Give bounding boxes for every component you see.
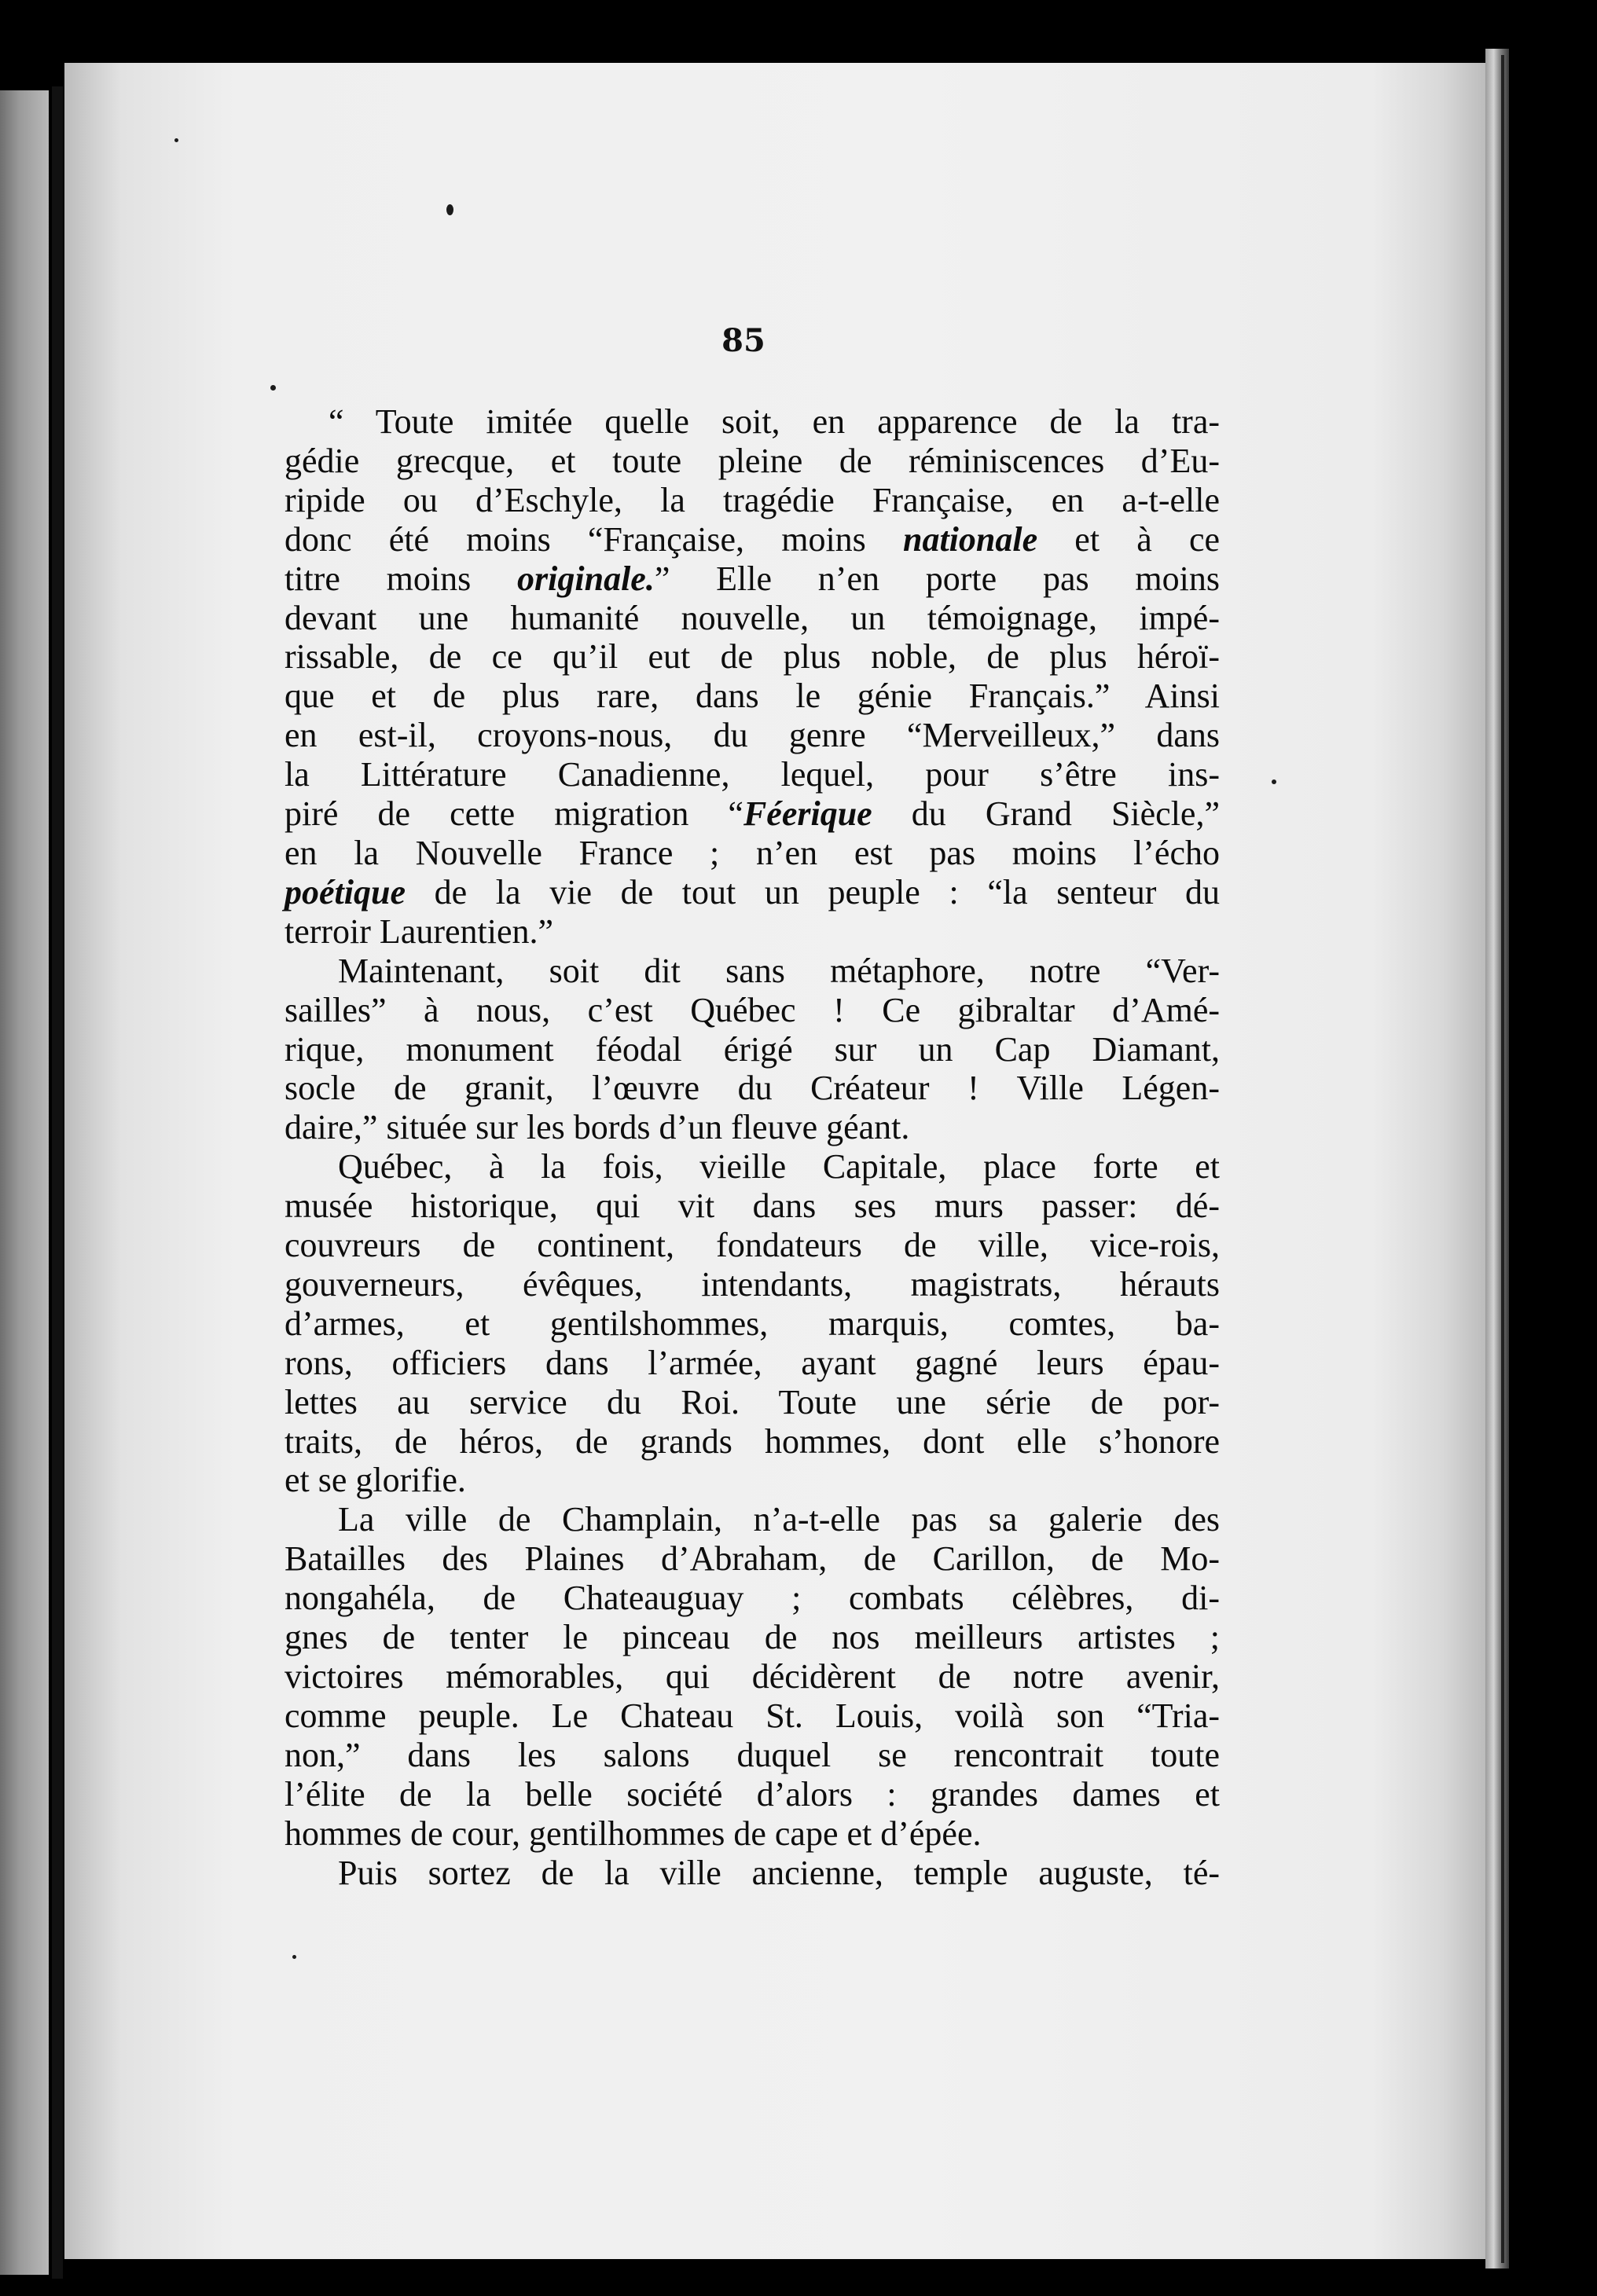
text-run: musée historique, qui vit dans ses murs passer: dé- bbox=[285, 1187, 1220, 1226]
text-line bbox=[285, 834, 1220, 873]
text-line bbox=[285, 1696, 1220, 1736]
text-line bbox=[285, 442, 1220, 481]
text-run: Maintenant, soit dit sans métaphore, notre “Ver- bbox=[338, 951, 1220, 990]
text-run: traits, de héros, de grands hommes, dont elle s’honore bbox=[285, 1421, 1220, 1461]
text-line bbox=[285, 1854, 1220, 1893]
text-line bbox=[285, 1108, 1220, 1147]
text-line bbox=[285, 677, 1220, 716]
text-run: rons, officiers dans l’armée, ayant gagné leurs épau- bbox=[285, 1343, 1220, 1382]
italic-emphasis: Féerique bbox=[743, 794, 872, 834]
text-line bbox=[285, 1069, 1220, 1108]
text-line bbox=[285, 520, 1220, 559]
text-run: Québec, à la fois, vieille Capitale, place forte et bbox=[338, 1147, 1220, 1187]
text-run: que et de plus rare, dans le génie Français.” Ainsi bbox=[285, 677, 1220, 716]
text-run: gédie grecque, et toute pleine de réminiscences d’Eu- bbox=[285, 441, 1220, 480]
text-line bbox=[285, 1736, 1220, 1775]
text-run: victoires mémorables, qui décidèrent de notre avenir, bbox=[285, 1657, 1220, 1696]
text-run: ” Elle n’en porte pas moins bbox=[654, 559, 1220, 598]
ink-speck bbox=[446, 204, 453, 215]
text-run: Batailles des Plaines d’Abraham, de Carillon, de Mo- bbox=[285, 1539, 1220, 1579]
text-run: ripide ou d’Eschyle, la tragédie Française, en a-t-elle bbox=[285, 480, 1220, 519]
page-stack-line bbox=[1501, 55, 1504, 2263]
text-line bbox=[285, 599, 1220, 638]
text-run: lettes au service du Roi. Toute une série de por- bbox=[285, 1382, 1220, 1421]
text-line bbox=[285, 1422, 1220, 1462]
text-run: la Littérature Canadienne, lequel, pour s’être ins- bbox=[285, 755, 1220, 794]
text-run: sailles” à nous, c’est Québec ! Ce gibraltar d’Amé- bbox=[285, 990, 1220, 1029]
text-line bbox=[285, 1030, 1220, 1069]
text-line bbox=[285, 873, 1220, 912]
text-line bbox=[285, 716, 1220, 755]
text-line bbox=[285, 481, 1220, 520]
text-line bbox=[285, 755, 1220, 794]
text-line bbox=[285, 1657, 1220, 1696]
text-run: La ville de Champlain, n’a-t-elle pas sa galerie des bbox=[338, 1500, 1220, 1539]
ink-speck bbox=[174, 138, 178, 142]
text-line bbox=[285, 402, 1220, 442]
text-line bbox=[285, 1775, 1220, 1814]
text-run: comme peuple. Le Chateau St. Louis, voilà son “Tria- bbox=[285, 1696, 1220, 1735]
text-run: rissable, de ce qu’il eut de plus noble, de plus héroï- bbox=[285, 637, 1220, 677]
text-run: gnes de tenter le pinceau de nos meilleurs artistes ; bbox=[285, 1618, 1220, 1657]
text-run: piré de cette migration “ bbox=[285, 794, 743, 834]
text-line bbox=[285, 559, 1220, 599]
text-line bbox=[285, 794, 1220, 834]
text-run: rique, monument féodal érigé sur un Cap Diamant, bbox=[285, 1029, 1220, 1069]
text-line bbox=[285, 1461, 1220, 1500]
text-line bbox=[285, 1304, 1220, 1344]
text-line bbox=[285, 1618, 1220, 1657]
page-number: 85 bbox=[721, 322, 765, 359]
text-line bbox=[285, 1579, 1220, 1618]
text-run: titre moins bbox=[285, 559, 518, 598]
text-line bbox=[285, 1539, 1220, 1579]
ink-speck bbox=[1272, 779, 1276, 784]
text-line bbox=[285, 1226, 1220, 1265]
facing-page-edge bbox=[0, 90, 49, 2275]
text-run: et se glorifie. bbox=[285, 1461, 466, 1500]
text-run: devant une humanité nouvelle, un témoignage, impé- bbox=[285, 598, 1220, 637]
text-run: Puis sortez de la ville ancienne, temple auguste, té- bbox=[338, 1853, 1220, 1892]
book-gutter bbox=[52, 86, 63, 2279]
text-line bbox=[285, 1383, 1220, 1422]
text-line bbox=[285, 1500, 1220, 1539]
text-run: non,” dans les salons duquel se rencontrait toute bbox=[285, 1735, 1220, 1774]
ink-speck bbox=[270, 385, 276, 391]
italic-emphasis: poétique bbox=[285, 872, 406, 911]
text-run: socle de granit, l’œuvre du Créateur ! Ville Légen- bbox=[285, 1069, 1220, 1108]
text-line bbox=[285, 991, 1220, 1030]
text-line bbox=[285, 1814, 1220, 1854]
page-stack-edge bbox=[1485, 49, 1509, 2268]
text-run: d’armes, et gentilshommes, marquis, comtes, ba- bbox=[285, 1304, 1220, 1343]
text-run: et à ce bbox=[1037, 519, 1220, 559]
text-line bbox=[285, 1187, 1220, 1226]
text-run: en est-il, croyons-nous, du genre “Merveilleux,” dans bbox=[285, 716, 1220, 755]
text-run: de la vie de tout un peuple : “la senteur du bbox=[405, 872, 1220, 911]
text-run: l’élite de la belle société d’alors : grandes dames et bbox=[285, 1774, 1220, 1814]
text-run: nongahéla, de Chateauguay ; combats célèbres, di- bbox=[285, 1579, 1220, 1618]
text-run: du Grand Siècle,” bbox=[872, 794, 1220, 834]
text-run: en la Nouvelle France ; n’en est pas moins l’écho bbox=[285, 833, 1220, 872]
italic-emphasis: nationale bbox=[902, 519, 1038, 559]
text-run: donc été moins “Française, moins bbox=[285, 519, 903, 559]
body-text bbox=[285, 402, 1220, 1892]
ink-speck bbox=[292, 1955, 296, 1959]
text-line bbox=[285, 1265, 1220, 1304]
text-run: “ Toute imitée quelle soit, en apparence de la tra- bbox=[329, 402, 1220, 441]
text-line bbox=[285, 1147, 1220, 1187]
text-line bbox=[285, 952, 1220, 991]
text-line bbox=[285, 1344, 1220, 1383]
text-line bbox=[285, 637, 1220, 677]
italic-emphasis: originale. bbox=[517, 559, 655, 598]
text-run: daire,” située sur les bords d’un fleuve géant. bbox=[285, 1108, 910, 1147]
text-run: couvreurs de continent, fondateurs de ville, vice-rois, bbox=[285, 1226, 1220, 1265]
text-line bbox=[285, 912, 1220, 952]
text-run: terroir Laurentien.” bbox=[285, 911, 554, 951]
text-run: gouverneurs, évêques, intendants, magistrats, hérauts bbox=[285, 1264, 1220, 1304]
text-run: hommes de cour, gentilhommes de cape et d’épée. bbox=[285, 1814, 982, 1853]
